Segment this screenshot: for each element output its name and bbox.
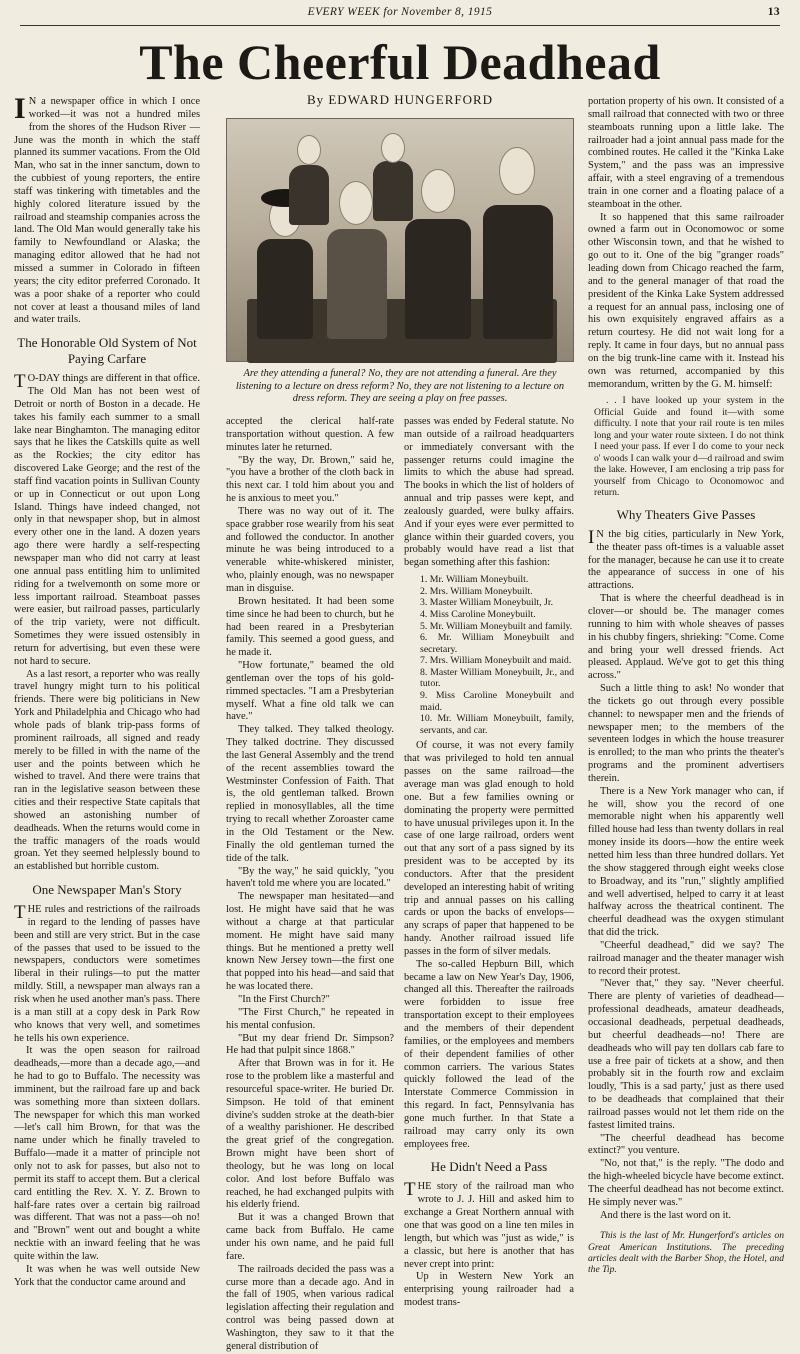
paragraph: As a last resort, a reporter who was really travel hungry might turn to his political friends. There were big politicians in New York and Philadelphia and Chicago who had whole pads of blank trip-pass forms of prominent railroads, all signed and ready merely to be filled in with the name of the user and the points between which he wished to travel. And there were trains that ran in the legislative season between these cities and their respective State capitals that showed an astonishing number of deadheads. When the returns would come in the traffic managers of the roads would groan. Yet they seemed helplessly bound to an established but horrible custom. (14, 668, 200, 873)
list-item: 2. Mrs. William Moneybuilt. (420, 585, 533, 597)
quoted-letter: . . I have looked up your system in the Official Guide and found it—with some difficulty. I note that your rail route is ten miles long and your water route sixteen. I do not think I need your pass. If ever I do come to your neck o' woods I can walk your d—d railroad and swim the lake. However, I am enclosing a trip pass for yourself from Chicago to Oconomowoc and return. (594, 395, 784, 499)
section-heading: Why Theaters Give Passes (616, 506, 756, 522)
illustration-photo (226, 118, 574, 362)
column-2 (226, 416, 394, 1352)
paragraph: The so-called Hepburn Bill, which became a law on New Year's Day, 1906, changed all this. Thereafter the railroads were forbidden to issue free transportation except to their employees and the members of their dependent families, or the employees and members of their dependent families of other common carriers. The various States quickly followed the lead of the Interstate Commerce Commission in this regard. In fact, Pennsylvania has gone much further. In that State a railroad may carry only its own employees free. (404, 958, 574, 1150)
paragraph: They talked. They talked theology. They talked doctrine. They discussed the last General Assembly and the trend of the recent assemblies toward the Westminster Confession of Faith. That is, the old gentleman talked. Brown replied in monosyllables, all the time trying to recall whether Zoroaster came in the Old Testament or the New. Finally the old gentleman turned the tide of the talk. (226, 724, 394, 864)
paragraph: passes was ended by Federal statute. No man outside of a railroad headquarters or immediately conversant with the passenger returns could imagine the limits to which the abuse had spread. The books in which the list of holders of annual and trip passes were kept, and zealously guarded, were bulky affairs. And if your eyes were ever permitted to glance within their guarded covers, you probably would have read a list that began something after this fashion: (404, 416, 574, 569)
section-heading: He Didn't Need a Pass (430, 1159, 548, 1175)
paragraph: "Never that," they say. "Never cheerful. There are plenty of varieties of deadhead—professional deadheads, amateur deadheads, occasional deadheads, perpetual deadheads, but cheerful deadheads—no! There are deadheads who will pay ten dollars cab fare to use a free pair of tickets at a show, and then probably sit in the fourth row and exclaim loudly, 'This is a sad party,' just as there used to be deadheads that complained that their railroad passes would not let them ride on the fastest limited trains. (588, 978, 784, 1131)
paragraph: "How fortunate," beamed the old gentleman over the tops of his gold-rimmed spectacles. "I am a Presbyterian myself. What a fine old talk we can have." (226, 660, 394, 723)
paragraph: Up in Western New York an enterprising young railroader had a modest trans- (404, 1271, 574, 1309)
section-heading: The Honorable Old System of Not Paying Carfare (17, 335, 197, 367)
column-1 (14, 92, 200, 1288)
drop-cap: I (14, 92, 26, 125)
column-4 (588, 96, 784, 1276)
paragraph: "The First Church," he repeated in his mental confusion. (226, 1006, 394, 1031)
series-footnote: This is the last of Mr. Hungerford's articles on Great American Institutions. The preceding articles dealt with the Barber Shop, the Hotel, and the Tip. (588, 1230, 784, 1276)
paragraph: I N the big cities, particularly in New York, the theater pass oft-times is a valuable asset for the manager, because he can use it to create the appearance of success in one of his attractions. (588, 526, 784, 592)
list-item: 1. Mr. William Moneybuilt. (420, 574, 529, 586)
paragraph: The railroads decided the pass was a curse more than a decade ago. And in the fall of 1905, when various radical legislation affecting their regulation and control was being passed down at Washington, they saw to it that the general distribution of (226, 1263, 394, 1352)
list-item: 7. Mrs. William Moneybuilt and maid. (420, 655, 572, 667)
paragraph: THE rules and restrictions of the railroads in regard to the lending of passes have been and still are very strict. But in the case of the passes that used to be issued to the newspapers, conductors were sometimes liberal in their rulings—to put the matter mildly. Still, a newspaper man always ran a risk when he used another man's pass. There is a man still at a copy desk in Park Row who knows that very well, and sometimes he tells his own experience. (14, 902, 200, 1044)
article-title: The Cheerful Deadhead (139, 34, 661, 90)
list-item: 3. Master William Moneybuilt, Jr. (420, 597, 554, 609)
list-item: 6. Mr. William Moneybuilt and secretary. (420, 632, 574, 655)
paragraph: But it was a changed Brown that came back from Buffalo. He came under his own name, and he paid full fare. (226, 1212, 394, 1262)
page-number: 13 (767, 6, 780, 18)
paragraph: Brown hesitated. It had been some time since he had been to church, but he had been reared in a Presbyterian family. This seemed a good guess, and he made it. (226, 595, 394, 659)
paragraph: "By the way, Dr. Brown," said he, "you have a brother of the cloth back in this next car. I told him about you and he is anxious to meet you." (226, 454, 394, 505)
list-item: 4. Miss Caroline Moneybuilt. (420, 608, 536, 620)
paragraph: The newspaper man hesitated—and lost. He might have said that he was without a charge at that particular moment. He might have said many things. But he mentioned a pretty well known New Jersey town—the first one that popped into his head—and said that he was located there. (226, 891, 394, 993)
paragraph: "But my dear friend Dr. Simpson? He had that pulpit since 1868." (226, 1032, 394, 1057)
intro-paragraph: I N a newspaper office in which I once worked—it was not a hundred miles from the shores of the Hudson River —June was the month in which the staff planned its summer vacations. From the Old Man, who sat in the inner sanctum, down to the cubbiest of young reporters, the entire staff was tinkering with timetables and the highly colored literature issued by the railroad and steamship companies across the land. The Old Man would generally take his family to Newfoundland or Alaska; the managing editor allowed that he had not missed a summer in Colorado in fifteen years; the city editor preferred Coronado. It was a poor shake of a reporter who could not cover at least a thousand miles of land and water trails. (14, 92, 200, 326)
header-rule (20, 25, 780, 26)
paragraph: "By the way," he said quickly, "you haven't told me where you are located." (226, 865, 394, 890)
section-heading: One Newspaper Man's Story (32, 882, 182, 898)
paragraph: And there is the last word on it. (600, 1209, 732, 1221)
paragraph: THE story of the railroad man who wrote to J. J. Hill and asked him to exchange a Great Northern annual with one that was good on a line ten miles in length, but which was "just as wide," is a classic, but here is another that has never crept into print: (404, 1179, 574, 1270)
list-item: 9. Miss Caroline Moneybuilt and maid. (420, 690, 574, 713)
paragraph: "Cheerful deadhead," did we say? The railroad manager and the theater manager wish to record their protest. (588, 939, 784, 977)
paragraph: "No, not that," is the reply. "The dodo and the high-wheeled bicycle have become extinct. The cheerful deadhead has not become extinct. He simply never was." (588, 1158, 784, 1208)
paragraph: accepted the clerical half-rate transportation without question. A few minutes later he returned. (226, 416, 394, 453)
running-head-text: EVERY WEEK for November 8, 1915 (307, 6, 493, 18)
paragraph: After that Brown was in for it. He rose to the problem like a masterful and resourceful space-writer. He buried Dr. Simpson. He told of that eminent divine's sudden stroke at the death-bier of a wealthy parishioner. He described the great grief of the congregation. Brown might have been short of theology, but he was long on local color. And lost before Buffalo was reached, he had exchanged pulpits with his elderly friend. (226, 1058, 394, 1211)
paragraph: It was the open season for railroad deadheads,—more than a decade ago,—and he had to go to Buffalo. The necessity was imminent, but the railroad fare up and back was something more than sixteen dollars. The newspaper for which this man worked—let's call him Brown, for that was the name under which he finally traveled to Buffalo—made it a matter of principle not only not to ask for passes, but also not to permit its staff to accept them. But a clerical card entitling the Rev. X. Y. Z. Brown to half-fare rates over a certain big railroad was different. That was not a pass—oh no! and "Brown" went out and bought a white necktie with an inward feeling that he was quite within the law. (14, 1045, 200, 1262)
paragraph: "In the First Church?" (238, 993, 330, 1005)
paragraph: It so happened that this same railroader owned a farm out in Oconomowoc or some other Wisconsin town, and that he wished to go out to it. One of the big "granger roads" leading down from Chicago reached the farm, and to the general manager of that road the president of the Kinka Lake System addressed a request for an annual pass, inclosing one of his own exquisitely engraved affairs as a return courtesy. He did not wait long for a reply. It came in four days, but no annual pass on the big trunk-line came with it. Instead his own was returned, accompanied by this memorandum, written by the G. M. himself: (588, 211, 784, 390)
illustration-caption: Are they attending a funeral? No, they are not attending a funeral. Are they listening to a lecture on dress reform? No, they are not listening to a lecture on dress reform. They are seeing a play on free passes. (235, 368, 565, 405)
list-item: 8. Master William Moneybuilt, Jr., and tutor. (420, 666, 574, 690)
paragraph: portation property of his own. It consisted of a small railroad that connected with two or three steamboats running upon a little lake. The railroader had a joint annual pass made for the combined routes. He called it the "Kinka Lake System," and the pass was an impressive affair, with a steel engraving of a tremendous train in one corner and a floating palace of a steamboat in the other. (588, 96, 784, 210)
byline: By EDWARD HUNGERFORD (306, 92, 494, 107)
paragraph: That is where the cheerful deadhead is in clover—or should be. The manager comes running to him with whole sheaves of passes in his chubby fingers, shrieking: "Come. Come and bring your well dressed friends. Act pleased. Applaud. We've got to get this thing across." (588, 593, 784, 682)
running-head (20, 6, 780, 24)
paragraph: "The cheerful deadhead has become extinct?" you venture. (588, 1132, 784, 1157)
list-item: 5. Mr. William Moneybuilt and family. (420, 620, 573, 632)
paragraph: There is a New York manager who can, if he will, show you the record of one memorable night when his apparently well filled house had less than twenty dollars in real money inside its doors—how the entire week netted him less than three hundred dollars. Yet the show staggered through eight weeks close to Broadway, and its "run," slightly amplified and well advertised, helped to carry it at least halfway across the theatrical continent. The cheerful deadhead was the oxygen stimulant that did the trick. (588, 785, 784, 939)
pass-holder-list (420, 574, 574, 736)
paragraph: There was no way out of it. The space grabber rose wearily from his seat and followed the conductor. In another minute he was being introduced to a venerable white-whiskered minister, who, plainly enough, was no newspaper man in disguise. (226, 505, 394, 594)
paragraph: T O-DAY things are different in that office. The Old Man has not been west of Detroit or north of Boston in a decade. He takes his family each summer to a small lake near Binghamton. The managing editor says that he likes the Catskills quite as well as the Rockies; the city editor has discovered Lake George; and the rest of the staff find vacation points in Sullivan County or up in Connecticut or out upon Long Island. Things have indeed changed, not only in that newspaper shop, but in almost every other one in the land. A dozen years ago there were hardly a self-respecting newspaper man who did not carry at least one annual pass entitling him to unlimited riding for a twelvemonth on some more or less important railroad. Steamboat passes were easier, but railroad passes, particularly of the trip variety, were not difficult. Sometimes they were issued ostensibly in return for advertising, but even these were not hard to secure. (14, 371, 200, 667)
paragraph: Such a little thing to ask! No wonder that the tickets go out through every possible channel: to newspaper men and the friends of newspaper men; to the members of the seventeen lodges in which the house treasurer is enrolled; to the man who prints the theater's programs and the prominent advertisers therein. (588, 683, 784, 784)
paragraph: Of course, it was not every family that was privileged to hold ten annual passes on the same railroad—the average man was glad enough to hold one. But a few families owning or dominating the property were permitted to have unusual privileges upon it. In the case of one large railroad, orders went out that any sort of a pass signed by its president was to be accepted by its conductors. After that the president developed an interesting habit of writing trip and annual passes on his calling cards or upon the backs of envelops—any scraps of paper that happened to be handy. Another railroad issued life passes in the form of silver medals. (404, 740, 574, 957)
paragraph: It was when he was well outside New York that the conductor came around and (14, 1263, 200, 1288)
list-item: 10. Mr. William Moneybuilt, family, servants, and car. (420, 713, 574, 736)
column-3 (404, 416, 574, 1309)
